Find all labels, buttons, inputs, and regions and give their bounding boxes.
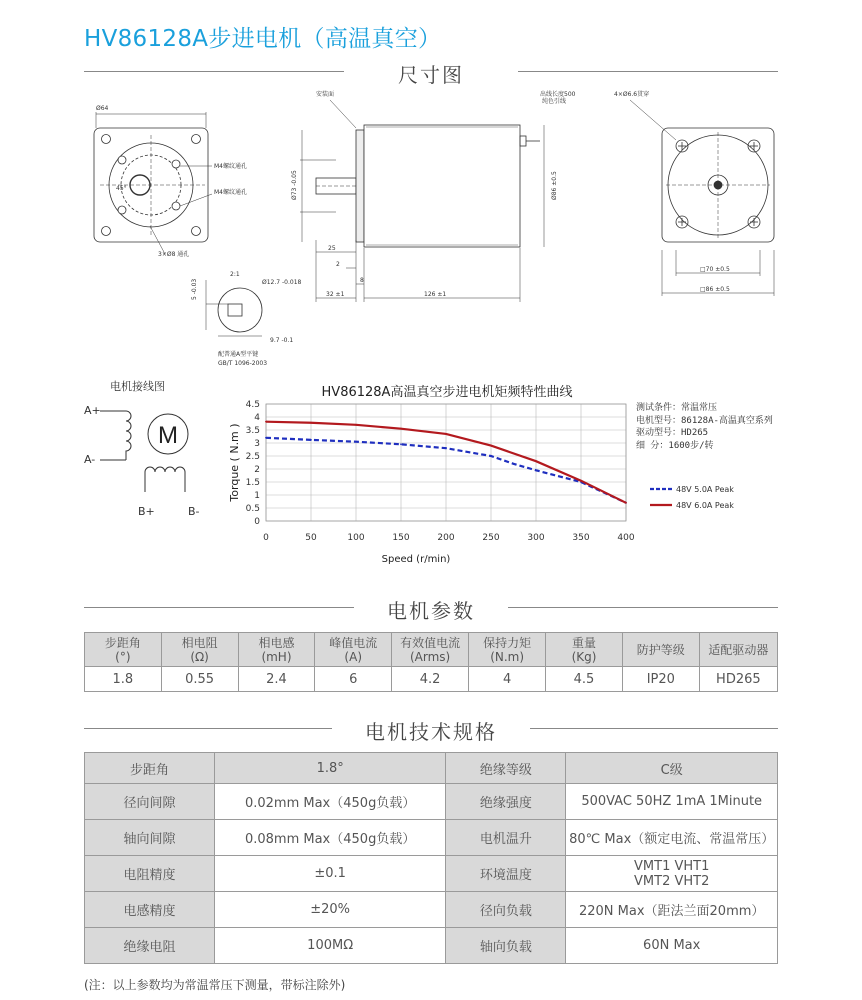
params-value-row <box>85 667 778 692</box>
spec-label-cell: 环境温度 <box>446 856 566 892</box>
dim-d64: Ø64 <box>96 105 109 112</box>
dim-std: GB/T 1096-2003 <box>218 360 268 367</box>
x-tick-label: 400 <box>617 533 635 543</box>
y-tick-label: 1 <box>254 491 260 501</box>
spec-label-cell: 径向间隙 <box>85 784 215 820</box>
spec-label-cell: 绝缘强度 <box>446 784 566 820</box>
y-tick-label: 3.5 <box>245 426 260 436</box>
dim-25: 25 <box>328 245 336 252</box>
series-2-point <box>265 421 267 423</box>
y-tick-label: 2.5 <box>245 452 260 462</box>
dim-angle: 45° <box>116 185 127 192</box>
spec-value-cell: 100MΩ <box>214 928 445 964</box>
params-header-cell <box>469 633 546 667</box>
params-value-cell: 0.55 <box>161 667 238 692</box>
series-1-point <box>513 463 515 465</box>
condition-line-1: 测试条件：常温常压 <box>636 403 718 413</box>
wiring-b-minus: B- <box>188 505 200 518</box>
spec-value-cell: ±20% <box>214 892 445 928</box>
section-dimensions-label: 尺寸图 <box>398 63 464 87</box>
dim-thru: 4×Ø6.6贯穿 <box>614 91 650 98</box>
section-params-header <box>84 595 778 623</box>
section-specs-label: 电机技术规格 <box>365 720 497 744</box>
dim-lead2: 纯色引线 <box>542 98 567 105</box>
series-2-point <box>625 502 627 504</box>
params-header-unit: (Arms) <box>409 649 451 664</box>
spec-row <box>85 820 778 856</box>
dim-mount-face: 安装面 <box>316 91 335 98</box>
series-2-point <box>490 445 492 447</box>
dim-sq70: □70 ±0.5 <box>700 266 730 273</box>
params-header-cell <box>546 633 623 667</box>
params-header-cell <box>699 633 777 667</box>
params-header-name: 保持力矩 <box>483 635 532 650</box>
series-1-point <box>265 437 267 439</box>
spec-value-cell: 1.8° <box>214 753 445 784</box>
spec-value-cell: 0.02mm Max（450g负载） <box>214 784 445 820</box>
legend-label-2: 48V 6.0A Peak <box>676 501 734 510</box>
params-header-name: 适配驱动器 <box>708 642 769 657</box>
y-tick-label: 1.5 <box>245 478 260 488</box>
spec-label-cell: 电机温升 <box>446 820 566 856</box>
spec-value-cell: 0.08mm Max（450g负载） <box>214 820 445 856</box>
params-header-unit: (°) <box>115 649 131 664</box>
dim-m4a: M4螺纹通孔 <box>214 163 247 170</box>
spec-label-cell: 绝缘电阻 <box>85 928 215 964</box>
spec-value-cell: 60N Max <box>566 928 778 964</box>
params-header-unit: (N.m) <box>490 649 525 664</box>
spec-label-cell: 步距角 <box>85 753 215 784</box>
series-1-point <box>445 447 447 449</box>
x-tick-label: 50 <box>305 533 317 543</box>
x-tick-label: 0 <box>263 533 269 543</box>
series-2-point <box>535 460 537 462</box>
dim-shaft-dia: Ø73 -0.05 <box>291 170 298 200</box>
params-value-cell: IP20 <box>622 667 699 692</box>
dim-126: 126 ±1 <box>424 291 447 298</box>
dim-body-dia: Ø86 ±0.5 <box>551 171 558 200</box>
dim-8: 8 <box>360 277 364 284</box>
params-header-cell <box>622 633 699 667</box>
wiring-b-plus: B+ <box>138 505 155 518</box>
legend-label-1: 48V 5.0A Peak <box>676 485 734 494</box>
dim-k2: Ø12.7 -0.018 <box>262 279 302 286</box>
condition-line-4: 细 分：1600步/转 <box>636 440 714 451</box>
dim-lead: 出线长度500 <box>540 91 576 98</box>
params-value-cell: 1.8 <box>85 667 162 692</box>
params-header-cell <box>161 633 238 667</box>
params-header-cell <box>85 633 162 667</box>
wiring-a-minus: A- <box>84 453 96 466</box>
spec-label-cell: 径向负载 <box>446 892 566 928</box>
wiring-title: 电机接线图 <box>110 380 165 393</box>
spec-table <box>84 752 778 964</box>
params-value-cell: 4 <box>469 667 546 692</box>
dim-k3: 9.7 -0.1 <box>270 337 294 344</box>
dim-holes3: 3×Ø8 通孔 <box>158 251 190 258</box>
dim-scale: 2:1 <box>230 271 240 278</box>
spec-value-cell: C级 <box>566 753 778 784</box>
y-tick-label: 3 <box>254 439 260 449</box>
params-header-name: 步距角 <box>104 635 141 650</box>
series-1-point <box>490 455 492 457</box>
section-params-label: 电机参数 <box>387 599 475 623</box>
spec-label-cell: 绝缘等级 <box>446 753 566 784</box>
series-1-point <box>535 469 537 471</box>
params-header-cell <box>238 633 315 667</box>
dim-k1: 5 -0.03 <box>191 278 198 300</box>
params-header-name: 有效值电流 <box>400 635 461 650</box>
spec-label-cell: 电感精度 <box>85 892 215 928</box>
y-tick-label: 0 <box>254 517 260 527</box>
params-header-unit: (A) <box>344 649 362 664</box>
dim-32: 32 ±1 <box>326 291 345 298</box>
params-header-name: 相电阻 <box>181 635 218 650</box>
x-tick-label: 150 <box>392 533 410 543</box>
spec-row <box>85 856 778 892</box>
y-tick-label: 2 <box>254 465 260 475</box>
condition-line-3: 驱动型号：HD265 <box>636 428 709 438</box>
params-header-name: 相电感 <box>258 635 295 650</box>
chart-title: HV86128A高温真空步进电机矩频特性曲线 <box>321 385 573 400</box>
dim-2: 2 <box>336 261 340 268</box>
spec-value-cell: ±0.1 <box>214 856 445 892</box>
x-tick-label: 350 <box>572 533 590 543</box>
params-header-cell <box>315 633 392 667</box>
y-tick-label: 0.5 <box>245 504 260 514</box>
dim-m4b: M4螺纹通孔 <box>214 189 247 196</box>
spec-row <box>85 892 778 928</box>
condition-line-2: 电机型号：86128A-高温真空系列 <box>636 415 773 426</box>
params-header-row <box>85 633 778 667</box>
x-tick-label: 100 <box>347 533 365 543</box>
series-2-point <box>310 422 312 424</box>
y-tick-label: 4 <box>254 413 260 423</box>
y-tick-label: 4.5 <box>245 400 260 410</box>
params-value-cell: 4.2 <box>392 667 469 692</box>
params-header-name: 重量 <box>571 635 596 650</box>
motor-symbol: M <box>158 422 178 449</box>
wiring-a-plus: A+ <box>84 404 101 417</box>
test-conditions <box>636 402 773 452</box>
params-header-name: 峰值电流 <box>329 635 378 650</box>
params-header-unit: (Kg) <box>571 649 597 664</box>
dim-sq86: □86 ±0.5 <box>700 286 730 293</box>
series-1-point <box>355 441 357 443</box>
params-table <box>84 632 778 692</box>
spec-label-cell: 轴向间隙 <box>85 820 215 856</box>
spec-value-cell: 220N Max（距法兰面20mm） <box>566 892 778 928</box>
series-2-point <box>400 428 402 430</box>
spec-value-cell: 80℃ Max（额定电流、常温常压） <box>566 820 778 856</box>
series-2-point <box>445 433 447 435</box>
spec-label-cell: 电阻精度 <box>85 856 215 892</box>
spec-label-cell: 轴向负载 <box>446 928 566 964</box>
spec-value-cell: VMT1 VHT1 VMT2 VHT2 <box>566 856 778 892</box>
spec-value-cell: 500VAC 50HZ 1mA 1Minute <box>566 784 778 820</box>
params-header-cell <box>392 633 469 667</box>
params-value-cell: 2.4 <box>238 667 315 692</box>
spec-row <box>85 784 778 820</box>
x-tick-label: 300 <box>527 533 545 543</box>
spec-row <box>85 928 778 964</box>
params-header-name: 防护等级 <box>636 642 685 657</box>
series-1-point <box>310 439 312 441</box>
section-specs-header <box>84 716 778 744</box>
params-header-unit: (mH) <box>261 649 292 664</box>
params-value-cell: 6 <box>315 667 392 692</box>
series-2-point <box>355 424 357 426</box>
x-tick-label: 250 <box>482 533 500 543</box>
series-1-point <box>400 443 402 445</box>
footer-note: (注：以上参数均为常温常压下测量，带标注除外) <box>84 978 346 992</box>
params-header-unit: (Ω) <box>190 649 209 664</box>
page-title: HV86128A步进电机（高温真空） <box>84 26 442 52</box>
x-tick-label: 200 <box>437 533 455 543</box>
series-2-point <box>580 480 582 482</box>
spec-row <box>85 753 778 784</box>
params-value-cell: 4.5 <box>546 667 623 692</box>
dim-key: 配普通A型平键 <box>218 351 259 358</box>
params-value-cell: HD265 <box>699 667 777 692</box>
x-axis-label: Speed (r/min) <box>381 554 451 565</box>
y-axis-label: Torque ( N.m ) <box>228 423 241 502</box>
